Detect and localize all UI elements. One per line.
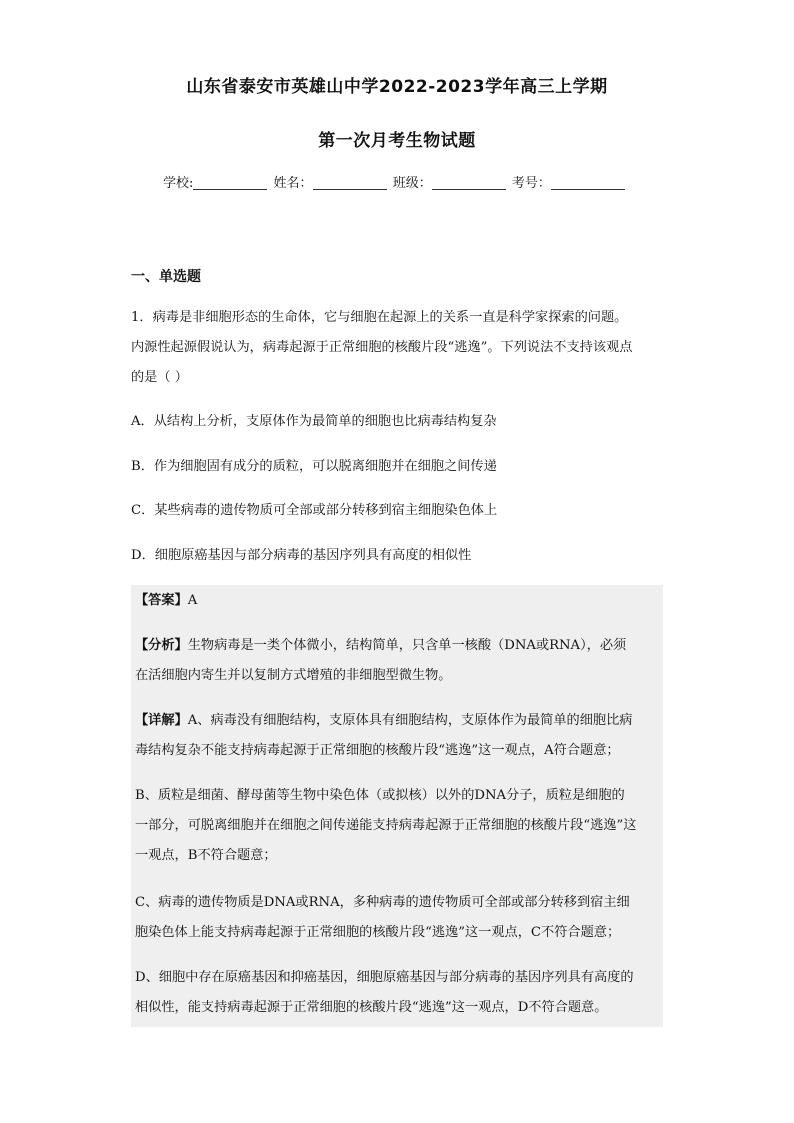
school-label: 学校: <box>163 176 194 191</box>
detail-line: 一部分，可脱离细胞并在细胞之间传递能支持病毒起源于正常细胞的核酸片段“逃逸”这 <box>135 818 637 833</box>
answer-line <box>135 586 663 616</box>
analysis-line: 在活细胞内寄生并以复制方式增殖的非细胞型微生物。 <box>135 668 452 683</box>
name-blank <box>313 175 387 190</box>
question-stem-line: 的是（ ） <box>131 370 188 385</box>
detail-a-block <box>135 706 663 766</box>
detail-line: 胞染色体上能支持病毒起源于正常细胞的核酸片段“逃逸”这一观点，C不符合题意； <box>135 925 621 940</box>
detail-label: 【详解】 <box>135 713 188 728</box>
question-stem-line: 内源性起源假说认为，病毒起源于正常细胞的核酸片段“逃逸”。下列说法不支持该观点 <box>131 340 633 355</box>
option-b: B．作为细胞固有成分的质粒，可以脱离细胞并在细胞之间传递 <box>131 459 497 474</box>
question-stem <box>131 303 666 393</box>
detail-line: C、病毒的遗传物质是DNA或RNA，多种病毒的遗传物质可全部或部分转移到宿主细 <box>135 895 630 910</box>
section-heading: 一、单选题 <box>131 269 201 285</box>
option-c: C．某些病毒的遗传物质可全部或部分转移到宿主细胞染色体上 <box>131 503 498 518</box>
detail-line: 毒结构复杂不能支持病毒起源于正常细胞的核酸片段“逃逸”这一观点，A符合题意； <box>135 743 620 758</box>
name-label: 姓名： <box>273 176 313 191</box>
detail-c-block <box>135 888 663 948</box>
detail-line: D、细胞中存在原癌基因和抑癌基因，细胞原癌基因与部分病毒的基因序列具有高度的 <box>135 970 634 985</box>
analysis-label: 【分析】 <box>135 638 188 653</box>
detail-line <box>135 706 663 736</box>
exam-number-label: 考号： <box>511 176 551 191</box>
document-subtitle: 第一次月考生物试题 <box>318 131 476 151</box>
option-a: A．从结构上分析，支原体作为最简单的细胞也比病毒结构复杂 <box>131 414 497 429</box>
option-d: D．细胞原癌基因与部分病毒的基因序列具有高度的相似性 <box>131 548 472 563</box>
question-stem-line: 1．病毒是非细胞形态的生命体，它与细胞在起源上的关系一直是科学家探索的问题。 <box>131 310 628 325</box>
detail-b-block <box>135 781 663 871</box>
exam-number-blank <box>551 175 625 190</box>
document-title: 山东省泰安市英雄山中学2022-2023学年高三上学期 <box>186 77 608 97</box>
detail-text: A、病毒没有细胞结构，支原体具有细胞结构，支原体作为最简单的细胞比病 <box>187 713 633 728</box>
analysis-text: 生物病毒是一类个体微小，结构简单，只含单一核酸（DNA或RNA），必须 <box>187 638 627 653</box>
detail-line: 一观点，B不符合题意； <box>135 848 277 863</box>
analysis-line <box>135 631 663 661</box>
analysis-block <box>135 631 663 691</box>
detail-line: B、质粒是细菌、酵母菌等生物中染色体（或拟核）以外的DNA分子，质粒是细胞的 <box>135 788 625 803</box>
answer-label: 【答案】 <box>135 593 188 608</box>
detail-line: 相似性，能支持病毒起源于正常细胞的核酸片段“逃逸”这一观点，D不符合题意。 <box>135 1000 608 1015</box>
student-info-row <box>163 172 643 191</box>
school-blank <box>193 175 267 190</box>
detail-d-block <box>135 963 663 1023</box>
class-blank <box>432 175 506 190</box>
answer-value: A <box>187 593 198 608</box>
class-label: 班级： <box>392 176 432 191</box>
answer-panel <box>131 585 663 1027</box>
